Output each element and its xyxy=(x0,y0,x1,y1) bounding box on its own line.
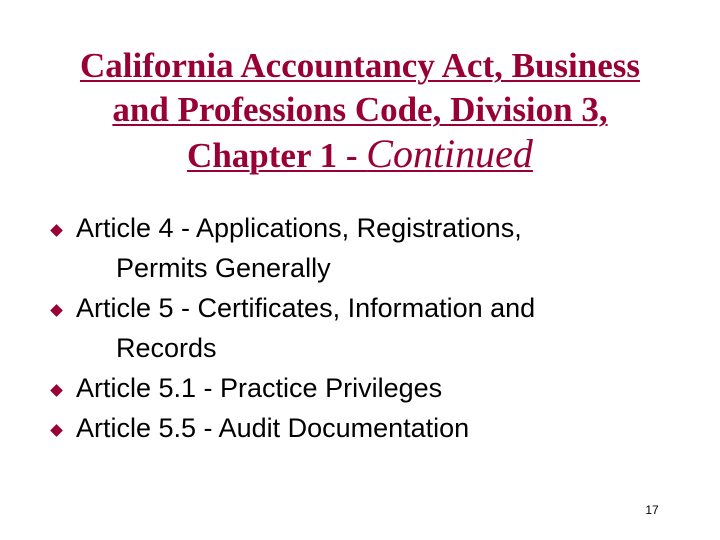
title-line-1: California Accountancy Act, Business xyxy=(79,46,641,85)
bullet-text: Article 5.5 - Audit Documentation xyxy=(76,413,470,443)
bullet-item-article-5-1 xyxy=(0,368,720,408)
bullet-text: Article 5 - Certificates, Information and xyxy=(76,293,536,323)
title-line-3-main: Chapter 1 - xyxy=(187,136,367,175)
bullet-text: Article 4 - Applications, Registrations, xyxy=(76,213,522,243)
bullet-item-article-4 xyxy=(0,208,720,288)
bullet-list xyxy=(0,208,720,448)
bullet-text-continuation: Records xyxy=(116,333,217,363)
bullet-text: Article 5.1 - Practice Privileges xyxy=(76,373,443,403)
title-continued: Continued xyxy=(366,131,533,176)
diamond-bullet-icon xyxy=(50,304,63,317)
diamond-bullet-icon xyxy=(50,424,63,437)
bullet-text-continuation: Permits Generally xyxy=(116,253,331,283)
page-number: 17 xyxy=(645,503,659,517)
slide-title xyxy=(20,44,700,178)
bullet-item-article-5-5 xyxy=(0,408,720,448)
diamond-bullet-icon xyxy=(50,224,63,237)
title-line-3 xyxy=(20,132,700,178)
bullet-item-article-5 xyxy=(0,288,720,368)
title-line-2: and Professions Code, Division 3, xyxy=(112,90,608,129)
diamond-bullet-icon xyxy=(50,384,63,397)
